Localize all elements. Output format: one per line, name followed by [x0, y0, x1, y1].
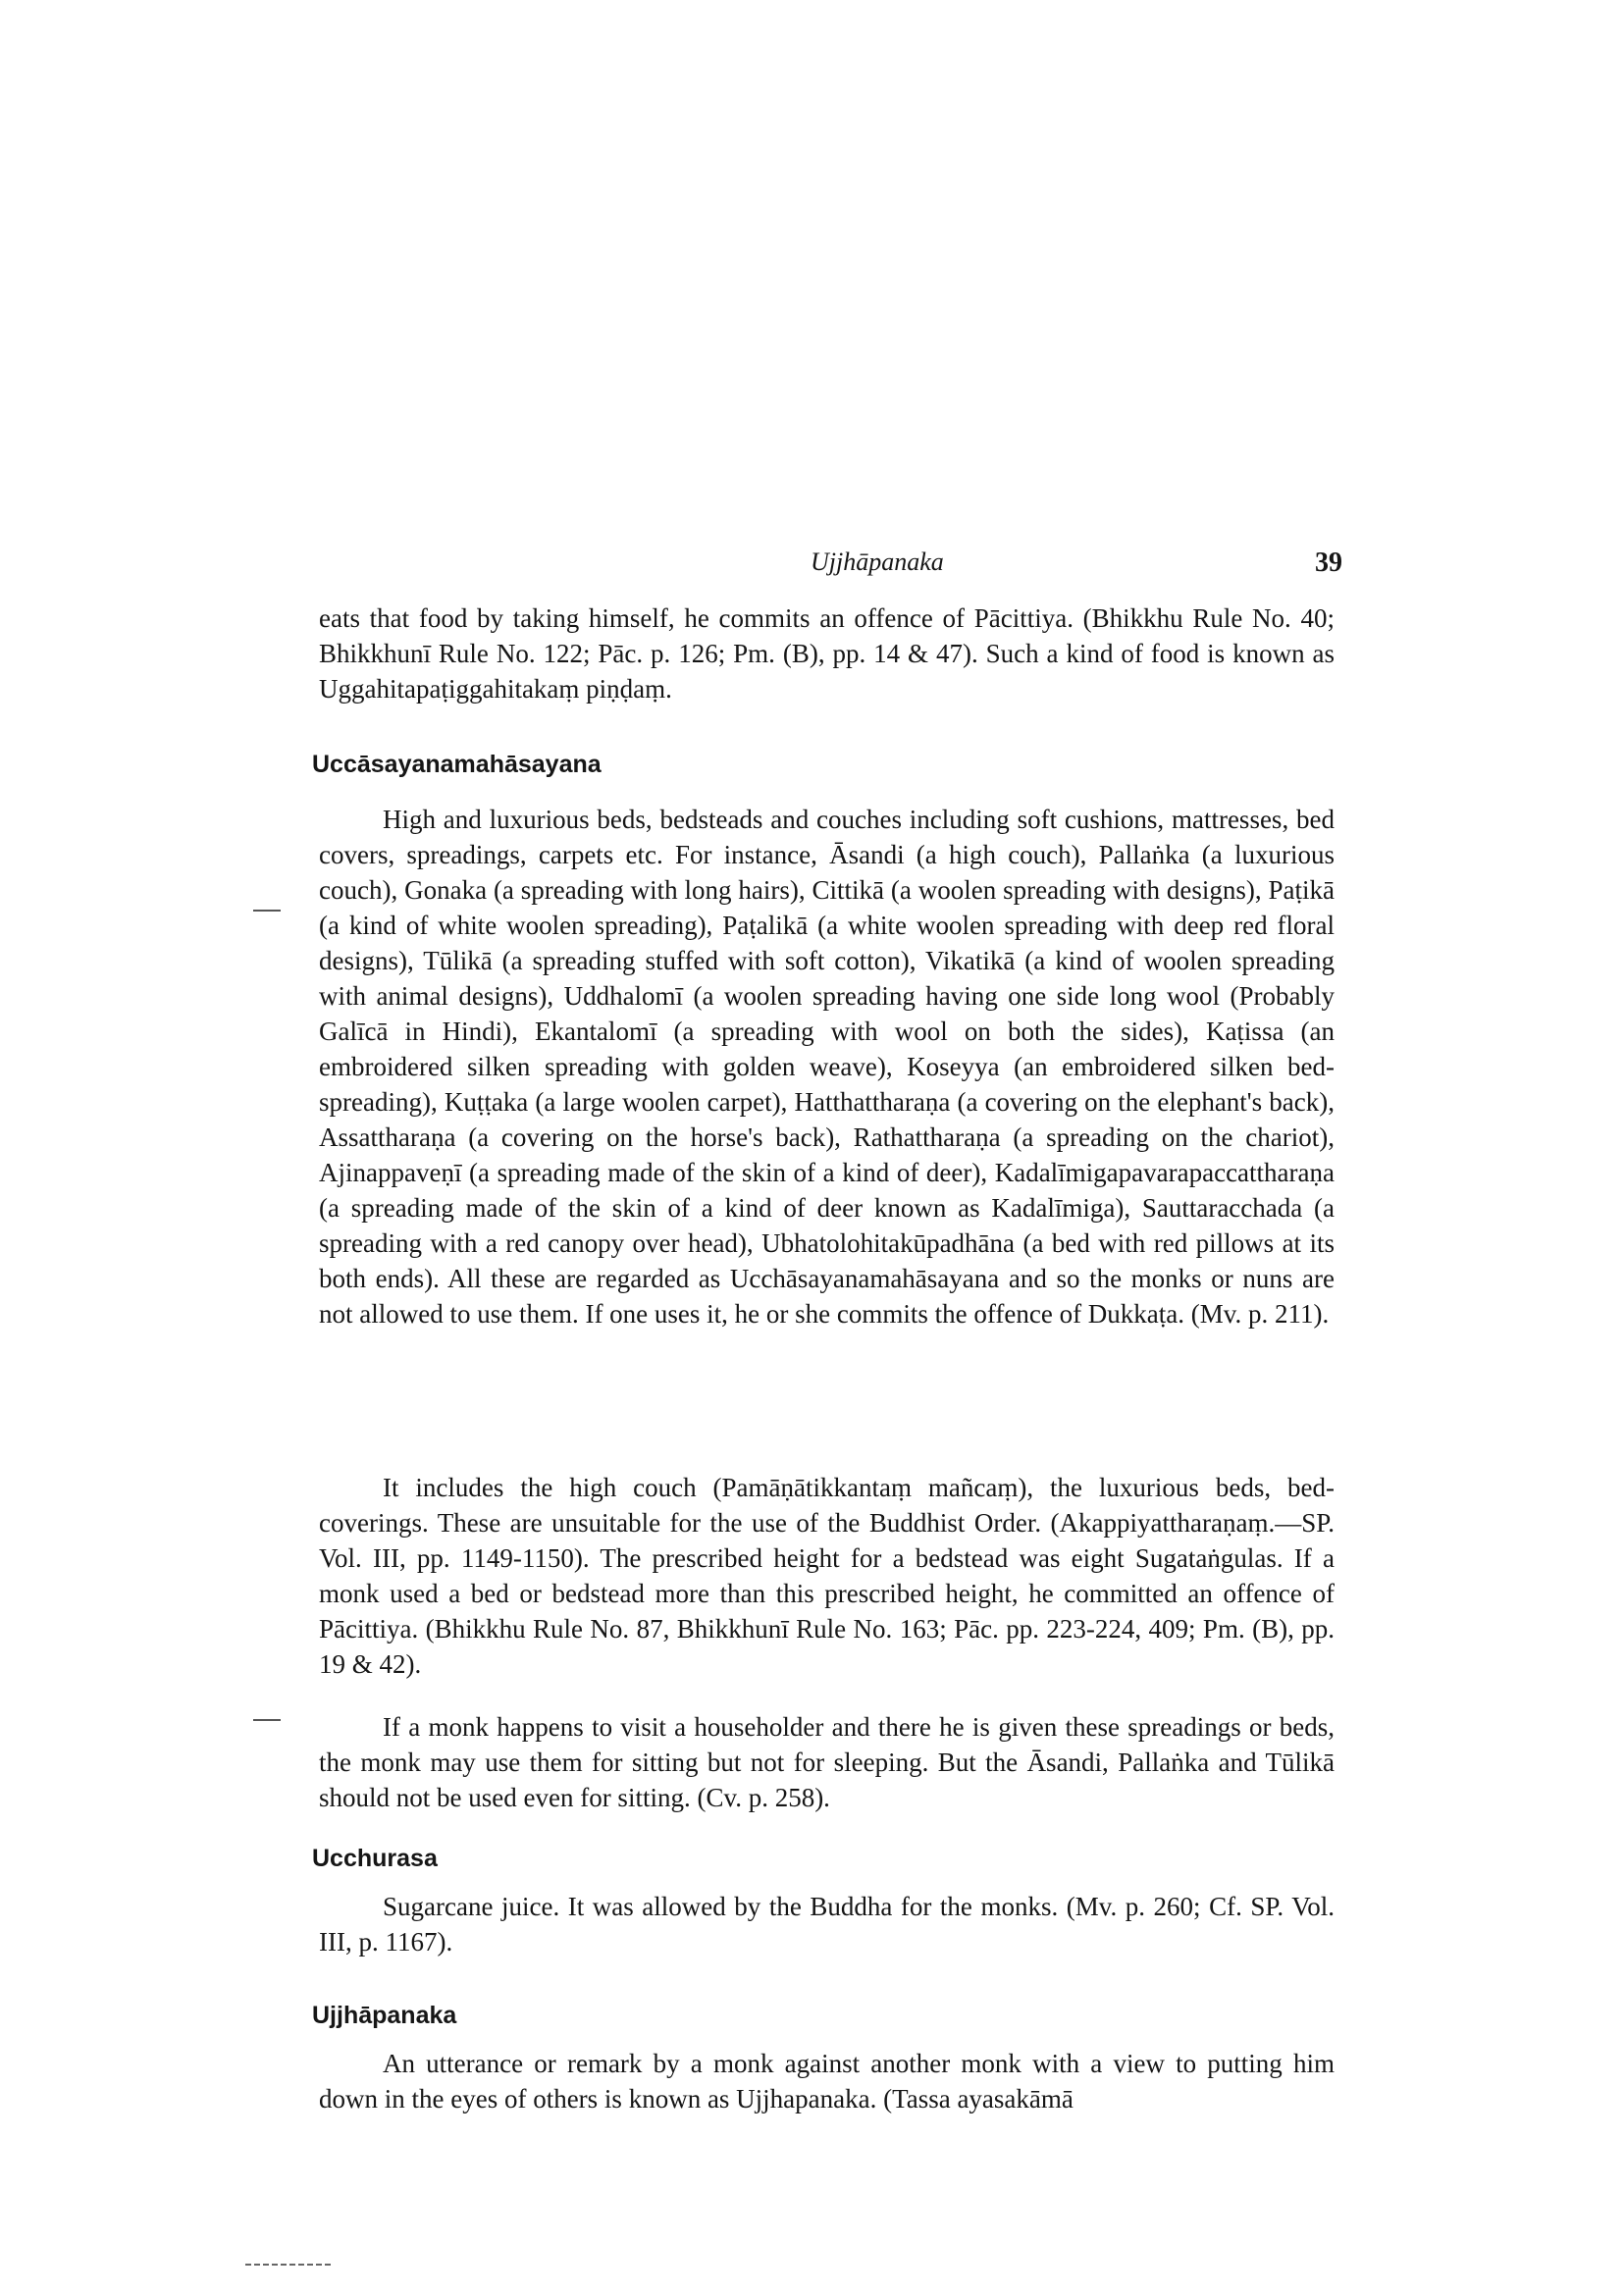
page-number: 39 — [1315, 548, 1342, 578]
paragraph-definition: High and luxurious beds, bedsteads and couches including soft cushions, mattresses, bed covers, spreadings, carpets etc. For instance, Āsandi (a high couch), Pallaṅka (a luxurious couch), Gonaka (a spreading with long hairs), Cittikā (a woolen spreading with designs), Paṭikā (a kind of white woolen spreading), Paṭalikā (a white woolen spreading with deep red floral designs), Tūlikā (a spreading stuffed with soft cotton), Vikatikā (a kind of woolen spreading with animal designs), Uddhalomī (a woolen spreading having one side long wool (Probably Galīcā in Hindi), Ekantalomī (a spreading with wool on both the sides), Kaṭissa (an embroidered silken spreading with golden weave), Koseyya (an embroidered silken bed-spreading), Kuṭṭaka (a large woolen carpet), Hatthattharaṇa (a covering on the elephant's back), Assattharaṇa (a covering on the horse's back), Rathattharaṇa (a spreading on the chariot), Ajinappaveṇī (a spreading made of the skin of a kind of deer), Kadalīmigapavarapaccattharaṇa (a spreading made of the skin of a kind of deer known as Kadalīmiga), Sauttaracchada (a spreading with a red canopy over head), Ubhatolohitakūpadhāna (a bed with red pillows at its both ends). All these are regarded as Ucchāsayanamahāsayana and so the monks or nuns are not allowed to use them. If one uses it, he or she commits the offence of Dukkaṭa. (Mv. p. 211). — [319, 805, 1335, 1329]
page-header — [0, 548, 1624, 587]
paragraph-continuation: eats that food by taking himself, he commits an offence of Pācittiya. (Bhikkhu Rule No. 40; Bhikkhunī Rule No. 122; Pāc. p. 126; Pm. (B), pp. 14 & 47). Such a kind of food is known as Uggahitapaṭiggahitakaṃ piṇḍaṃ. — [319, 603, 1335, 704]
paragraph-householder: If a monk happens to visit a householder and there he is given these spreadings or beds, the monk may use them for sitting but not for sleeping. But the Āsandi, Pallaṅka and Tūlikā should not be used even for sitting. (Cv. p. 258). — [319, 1712, 1335, 1812]
footer-rule — [245, 2264, 334, 2266]
entry-heading-uccasayanamahasayana: Uccāsayanamahāsayana — [312, 751, 602, 778]
entry-heading-ucchurasa: Ucchurasa — [312, 1845, 438, 1872]
paragraph-utterance: An utterance or remark by a monk against another monk with a view to putting him down in the eyes of others is known as Ujjhapanaka. (Tassa ayasakāmā — [319, 2049, 1335, 2113]
running-title: Ujjhāpanaka — [811, 548, 944, 576]
margin-mark — [253, 1719, 281, 1721]
paragraph-sugarcane: Sugarcane juice. It was allowed by the Buddha for the monks. (Mv. p. 260; Cf. SP. Vol. III, p. 1167). — [319, 1892, 1335, 1957]
entry-heading-ujjhapanaka: Ujjhāpanaka — [312, 2002, 457, 2029]
paragraph-high-couch: It includes the high couch (Pamāṇātikkantaṃ mañcaṃ), the luxurious beds, bed-coverings. These are unsuitable for the use of the Buddhist Order. (Akappiyattharaṇaṃ.—SP. Vol. III, pp. 1149-1150). The prescribed height for a bedstead was eight Sugataṅgulas. If a monk used a bed or bedstead more than this prescribed height, he committed an offence of Pācittiya. (Bhikkhu Rule No. 87, Bhikkhunī Rule No. 163; Pāc. pp. 223-224, 409; Pm. (B), pp. 19 & 42). — [319, 1473, 1335, 1679]
margin-mark — [253, 910, 281, 912]
